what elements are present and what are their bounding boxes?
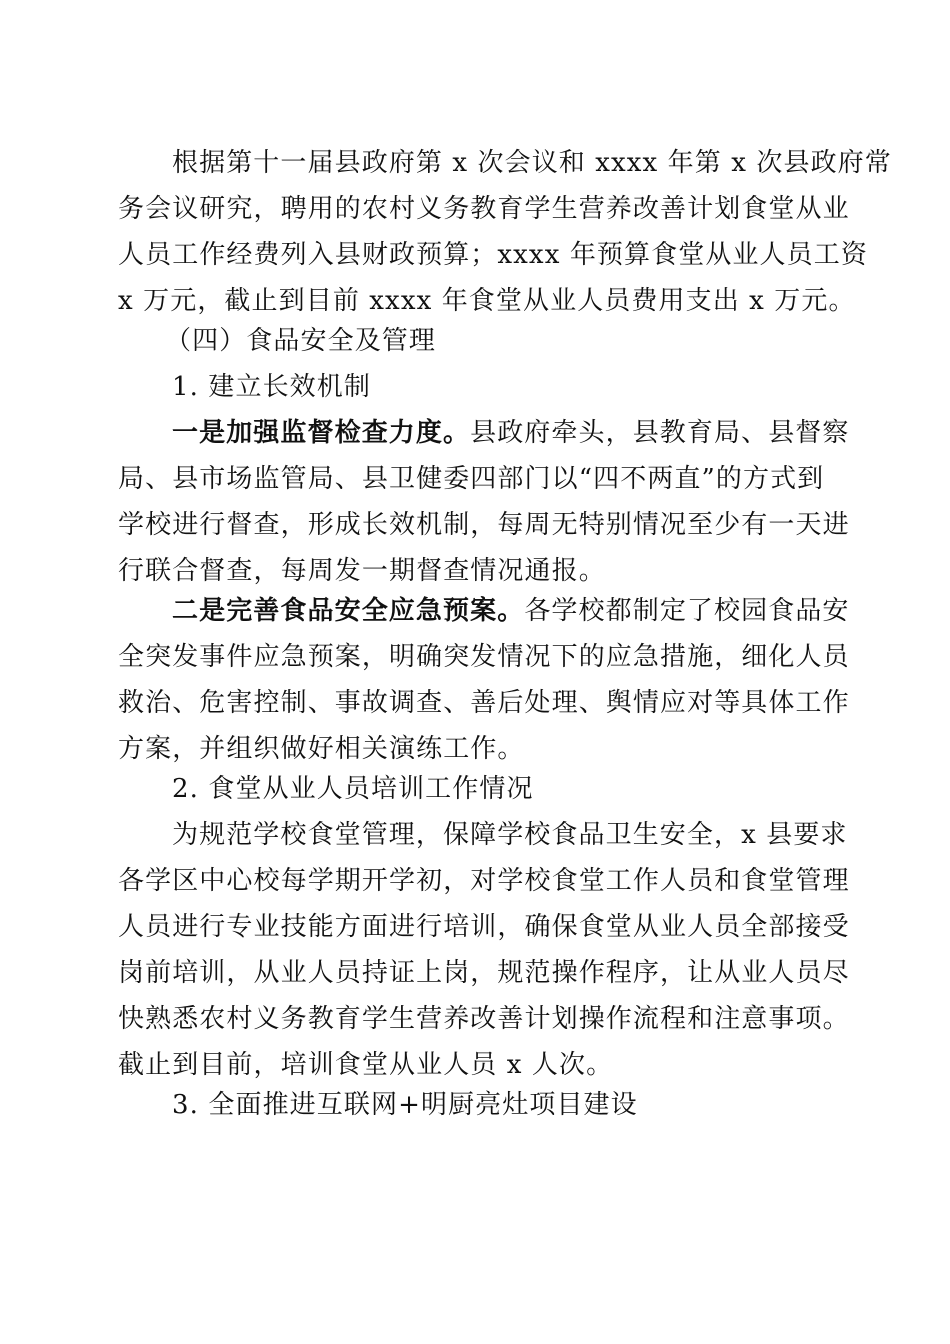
paragraph-emergency-line-1-rest: 各学校都制定了校园食品安: [524, 596, 850, 626]
paragraph-emergency-line-4: 方案，并组织做好相关演练工作。: [118, 734, 525, 764]
paragraph-training-line-4: 岗前培训，从业人员持证上岗，规范操作程序，让从业人员尽: [118, 958, 850, 988]
paragraph-training-line-1: 为规范学校食堂管理，保障学校食品卫生安全，x 县要求: [172, 820, 848, 850]
paragraph-supervision-line-1-rest: 县政府牵头，县教育局、县督察: [470, 418, 850, 448]
paragraph-supervision-line-1: [172, 416, 850, 450]
subheading-1: 1. 建立长效机制: [172, 372, 371, 402]
paragraph-training-line-2: 各学区中心校每学期开学初，对学校食堂工作人员和食堂管理: [118, 866, 850, 896]
paragraph-emergency-lead: 二是完善食品安全应急预案。: [172, 596, 525, 626]
section-heading: （四）食品安全及管理: [165, 326, 437, 356]
paragraph-emergency-line-1: [172, 594, 850, 628]
subheading-3: 3. 全面推进互联网+明厨亮灶项目建设: [172, 1090, 638, 1120]
paragraph-supervision-line-3: 学校进行督查，形成长效机制，每周无特别情况至少有一天进: [118, 510, 850, 540]
paragraph-training-line-3: 人员进行专业技能方面进行培训，确保食堂从业人员全部接受: [118, 912, 850, 942]
paragraph-emergency-line-2: 全突发事件应急预案，明确突发情况下的应急措施，细化人员: [118, 642, 850, 672]
paragraph-supervision-line-2: 局、县市场监管局、县卫健委四部门以“四不两直”的方式到: [118, 464, 825, 494]
paragraph-supervision-lead: 一是加强监督检查力度。: [172, 418, 471, 448]
paragraph-training-line-5: 快熟悉农村义务教育学生营养改善计划操作流程和注意事项。: [118, 1004, 850, 1034]
subheading-2: 2. 食堂从业人员培训工作情况: [172, 774, 534, 804]
paragraph-supervision-line-4: 行联合督查，每周发一期督查情况通报。: [118, 556, 606, 586]
paragraph-funding-line-1: 根据第十一届县政府第 x 次会议和 xxxx 年第 x 次县政府常: [172, 148, 892, 178]
paragraph-training-line-6: 截止到目前，培训食堂从业人员 x 人次。: [118, 1050, 614, 1080]
paragraph-emergency-line-3: 救治、危害控制、事故调查、善后处理、舆情应对等具体工作: [118, 688, 850, 718]
paragraph-funding-line-3: 人员工作经费列入县财政预算；xxxx 年预算食堂从业人员工资: [118, 240, 868, 270]
paragraph-funding-line-4: x 万元，截止到目前 xxxx 年食堂从业人员费用支出 x 万元。: [118, 286, 856, 316]
paragraph-funding-line-2: 务会议研究，聘用的农村义务教育学生营养改善计划食堂从业: [118, 194, 850, 224]
